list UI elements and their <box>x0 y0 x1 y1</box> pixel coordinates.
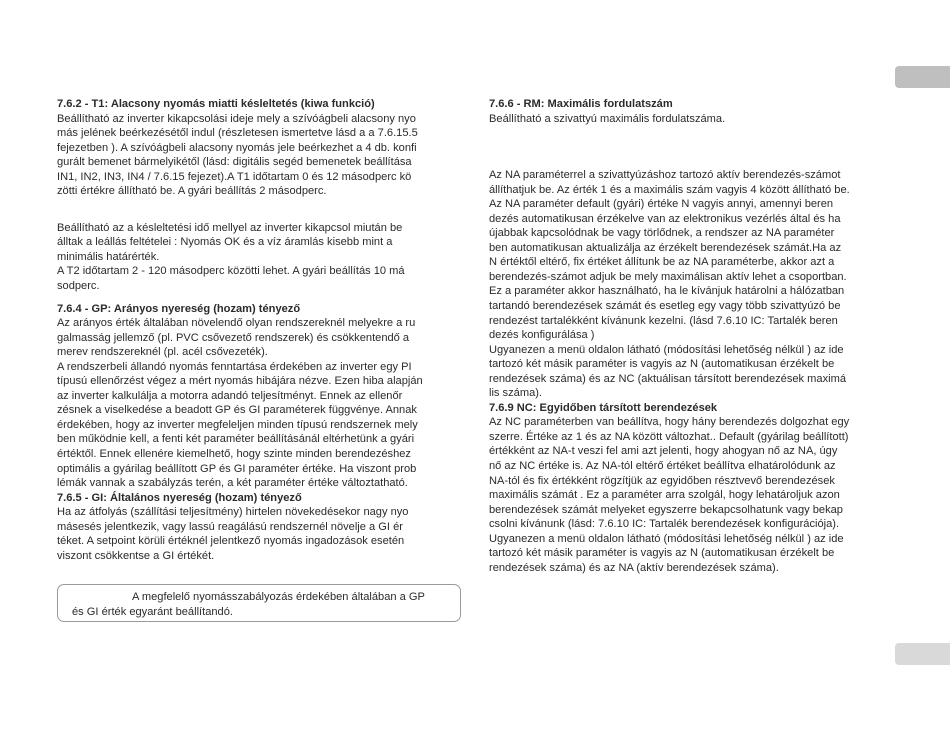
right-column <box>489 97 895 575</box>
text-line: gurált bemenet bármelyikétől (lásd: digitális segéd bemenetek beállítása <box>57 156 412 169</box>
section-body <box>489 415 895 575</box>
text-line: sodperc. <box>57 280 100 293</box>
text-line: tartozó két másik paraméter is vagyis az N (automatikusan érzékelt be <box>489 358 835 371</box>
text-line: Ez a paraméter akkor használható, ha le kívánjuk határolni a hálózatban <box>489 285 845 298</box>
text-line: állíthatjuk be. Az érték 1 és a maximális szám vagyis 4 között állítható be. <box>489 183 850 196</box>
text-line: A rendszerbeli állandó nyomás fenntartása érdekében az inverter egy PI <box>57 360 412 373</box>
section-heading: 7.6.6 - RM: Maximális fordulatszám <box>489 98 673 110</box>
text-line: álltak a leállás feltételei : Nyomás OK és a víz áramlás kisebb mint a <box>57 236 393 249</box>
text-line: berendezés-számot adjuk be mely maximálisan aktív lehet a csoportban. <box>489 270 847 283</box>
page-tab-marker <box>895 66 950 88</box>
text-line: az inverter kalkulálja a motorra adandó teljesítményt. Ennek az ellenőr <box>57 389 403 402</box>
text-line: IN1, IN2, IN3, IN4 / 7.6.15 fejezet).A T1 időtartam 0 és 12 másodperc kö <box>57 170 412 183</box>
text-line: Beállítható az a késleltetési idő mellyel az inverter kikapcsol miután be <box>57 221 403 234</box>
text-line: N értéktől eltérő, fix értéket állítunk be az NA paraméterbe, akkor azt a <box>489 256 835 269</box>
text-line: Az NA paraméterrel a szivattyúzáshoz tartozó aktív berendezés-számot <box>489 169 841 182</box>
text-line: ben automatikusan aktualizálja az érzékelt berendezések számát.Ha az <box>489 241 842 254</box>
text-line: NA-tól és fix értékként rögzítjük az egyidőben résztvevő berendezések <box>489 474 835 487</box>
section-body <box>57 316 463 491</box>
text-line: A T2 időtartam 2 - 120 másodperc közötti lehet. A gyári beállítás 10 má <box>57 265 405 278</box>
section-heading: 7.6.5 - GI: Általános nyereség (hozam) tényező <box>57 491 302 504</box>
text-line: viszont csökkentse a GI értékét. <box>57 549 215 562</box>
text-line: Az NA paraméter default (gyári) értéke N vagyis annyi, amennyi beren <box>489 198 834 211</box>
text-line: maximális számát . Ez a paraméter arra szolgál, hogy lehatároljuk azon <box>489 489 840 502</box>
text-line: zésnek a viselkedése a beadott GP és GI paraméterek függvénye. Annak <box>57 404 417 417</box>
text-line: típusú ellenőrzést végez a mért nyomás hibájára nézve. Ezen hiba alapján <box>57 375 423 388</box>
text-line: galmasság jellemző (pl. PVC csővezető rendszerek) és csökkentendő a <box>57 331 410 344</box>
section-body <box>489 112 895 127</box>
text-line: lis száma). <box>489 387 543 400</box>
text-line: optimális a gyárilag beállított GP és GI paraméter értéke. Ha viszont prob <box>57 462 417 475</box>
section-body <box>57 112 463 199</box>
text-line: nő az NC értéke is. Az NA-tól eltérő értéket beállítva elhatárolódunk az <box>489 460 836 473</box>
text-line: dezés automatikusan érzékelve van az elektronikus vezérlés által és ha <box>489 212 841 225</box>
text-line: Az NC paraméterben van beállítva, hogy hány berendezés dolgozhat egy <box>489 416 850 429</box>
text-line: érdekében, hogy az inverter megfeleljen minden típusú rendszernek mely <box>57 418 418 431</box>
page-number-tab <box>895 643 950 665</box>
text-line: más jelének beérkezésétől indul (részletesen ismertetve lásd a a 7.6.15.5 <box>57 127 418 140</box>
text-line: ben működnie kell, a fenti két paraméter beállításánál eltérhetünk a gyári <box>57 433 415 446</box>
note-line: és GI érték egyaránt beállítandó. <box>72 606 233 618</box>
text-line: lémák vannak a szabályzás terén, a két paraméter értéke változtatható. <box>57 477 408 490</box>
text-line: dezés konfigurálása ) <box>489 329 595 342</box>
text-line: berendezések számát melyeket egyszerre bekapcsolhatunk vagy bekap <box>489 503 843 516</box>
text-line: Ha az átfolyás (szállítási teljesítmény) hirtelen növekedésekor nagy nyo <box>57 506 409 519</box>
section-heading: 7.6.4 - GP: Arányos nyereség (hozam) tényező <box>57 302 301 315</box>
text-line: Ugyanezen a menü oldalon látható (módosítási lehetőség nélkül ) az ide <box>489 343 844 356</box>
text-line: rendezést tartalékként kívánunk kezelni. (lásd 7.6.10 IC: Tartalék beren <box>489 314 838 327</box>
text-line: rendezések száma) és az NC (aktuálisan társított berendezések maximá <box>489 372 847 385</box>
left-column <box>57 97 463 563</box>
text-line: szerre. Értéke az 1 és az NA között változhat.. Default (gyárilag beállított) <box>489 430 849 443</box>
text-line: tartandó berendezések számát és esetleg egy vagy több szivattyúzó be <box>489 300 841 313</box>
text-line: rendezések száma) és az NA (aktív berendezések száma). <box>489 561 779 574</box>
text-line: értékként az NA-t veszi fel ami azt jelenti, hogy ahogyan nő az NA, úgy <box>489 445 838 458</box>
text-line: Beállítható az inverter kikapcsolási ideje mely a szívóágbeli alacsony nyo <box>57 112 416 125</box>
text-line: fejezetben ). A szívóágbeli alacsony nyomás jele beérkezhet a 4 db. konfi <box>57 141 417 154</box>
text-line: merev rendszereknél (pl. acél csővezeték). <box>57 346 268 359</box>
text-line: újabbak kapcsolódnak be vagy törlődnek, a rendszer az NA paraméter <box>489 227 835 240</box>
section-body <box>57 505 463 563</box>
text-line: másesés jelentkezik, vagy lassú reagálású rendszernél növelje a GI ér <box>57 520 403 533</box>
text-line: értéktől. Ennek ellenére kiemelhető, hogy szinte minden berendezéshez <box>57 448 411 461</box>
text-line: Ugyanezen a menü oldalon látható (módosítási lehetőség nélkül ) az ide <box>489 532 844 545</box>
note-line: A megfelelő nyomásszabályozás érdekében általában a GP <box>132 591 425 603</box>
note-box <box>57 584 461 622</box>
section-heading: 7.6.2 - T1: Alacsony nyomás miatti késleltetés (kiwa funkció) <box>57 98 375 110</box>
text-line: csolni kívánunk (lásd: 7.6.10 IC: Tartalék berendezések konfigurációja). <box>489 518 840 531</box>
text-line: Az arányos érték általában növelendő olyan rendszereknél melyekre a ru <box>57 317 416 330</box>
section-heading: 7.6.9 NC: Egyidőben társított berendezések <box>489 401 718 414</box>
section-body <box>489 168 895 401</box>
section-body <box>57 221 463 294</box>
text-line: zötti értékre állítható be. A gyári beállítás 2 másodperc. <box>57 185 327 198</box>
text-line: Beállítható a szivattyú maximális fordulatszáma. <box>489 112 726 125</box>
text-line: tartozó két másik paraméter is vagyis az N (automatikusan érzékelt be <box>489 547 835 560</box>
text-line: téket. A setpoint körüli értéknél jelentkező nyomás ingadozások esetén <box>57 535 405 548</box>
text-line: minimális határérték. <box>57 250 160 263</box>
